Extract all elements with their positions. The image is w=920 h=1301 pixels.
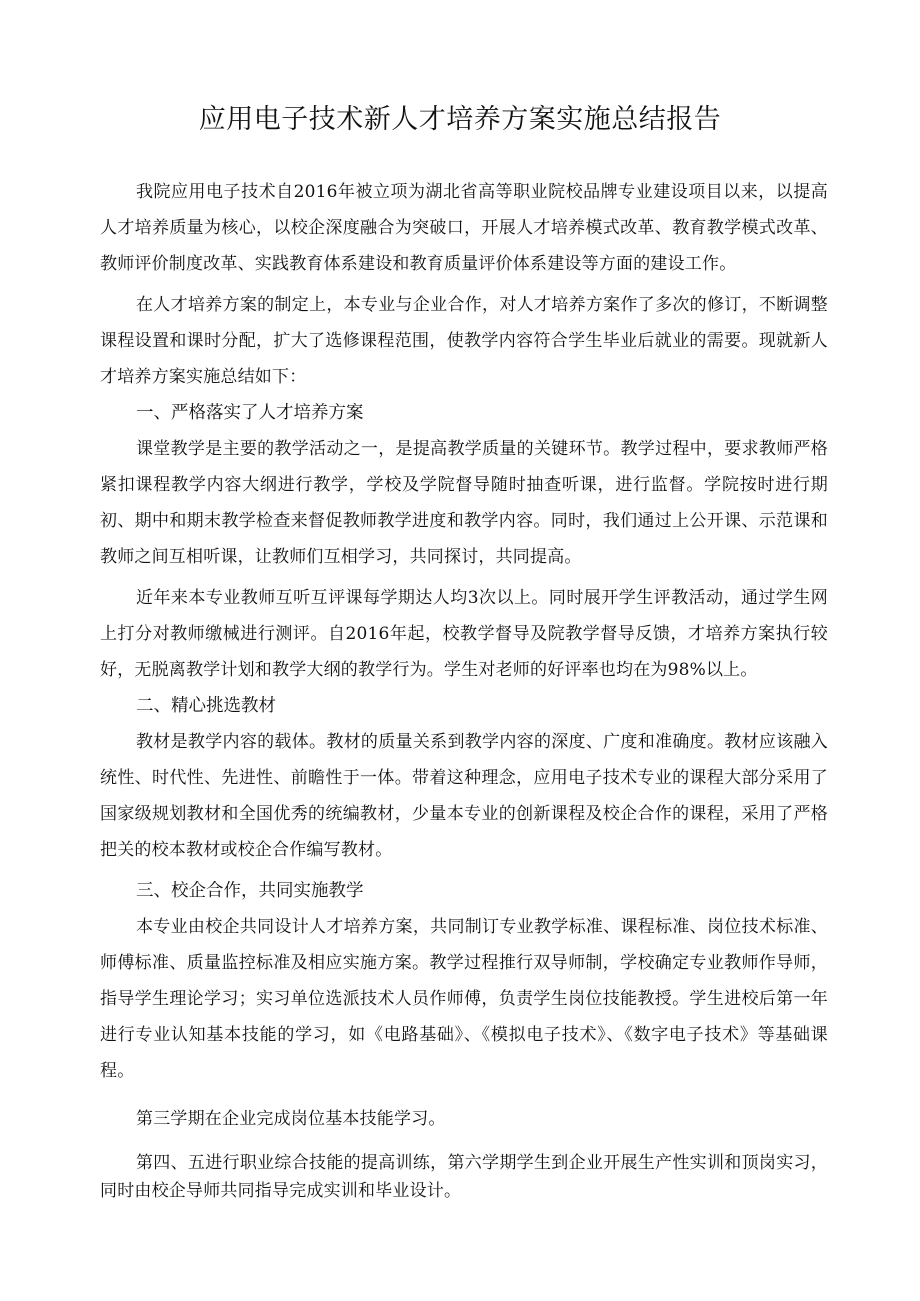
section-2-paragraph-1: 教材是教学内容的载体。教材的质量关系到教学内容的深度、广度和准确度。教材应该融入统性、时代性、先进性、前瞻性于一体。带着这种理念，应用电子技术专业的课程大部分采用了国家级规划教材和全国优秀的统编教材，少量本专业的创新课程及校企合作的课程，采用了严格把关的校本教材或校企合作编写教材。 (100, 732, 828, 860)
section-3-paragraph-2: 第三学期在企业完成岗位基本技能学习。 (136, 1109, 446, 1129)
intro-paragraph-2: 在人才培养方案的制定上，本专业与企业合作，对人才培养方案作了多次的修订，不断调整课程设置和课时分配，扩大了选修课程范围，使教学内容符合学生毕业后就业的需要。现就新人才培养方案实施总结如下： (100, 295, 828, 387)
section-2-heading: 二、精心挑选教材 (136, 696, 276, 716)
section-1-heading: 一、严格落实了人才培养方案 (136, 403, 364, 423)
section-1-paragraph-1: 课堂教学是主要的教学活动之一，是提高教学质量的关键环节。教学过程中，要求教师严格紧扣课程教学内容大纲进行教学，学校及学院督导随时抽查听课，进行监督。学院按时进行期初、期中和期末教学检查来督促教师教学进度和教学内容。同时，我们通过上公开课、示范课和教师之间互相听课，让教师们互相学习，共同探讨，共同提高。 (100, 439, 828, 567)
section-3-paragraph-3: 第四、五进行职业综合技能的提高训练，第六学期学生到企业开展生产性实训和顶岗实习，同时由校企导师共同指导完成实训和毕业设计。 (100, 1153, 828, 1201)
intro-paragraph-1: 我院应用电子技术自2016年被立项为湖北省高等职业院校品牌专业建设项目以来，以提高人才培养质量为核心，以校企深度融合为突破口，开展人才培养模式改革、教育教学模式改革、教师评价制度改革、实践教育体系建设和教育质量评价体系建设等方面的建设工作。 (100, 182, 828, 274)
section-1-paragraph-2: 近年来本专业教师互听互评课每学期达人均3次以上。同时展开学生评教活动，通过学生网上打分对教师缴械进行测评。自2016年起，校教学督导及院教学督导反馈，才培养方案执行较好，无脱离教学计划和教学大纲的教学行为。学生对老师的好评率也均在为98%以上。 (100, 588, 828, 680)
section-3-heading: 三、校企合作，共同实施教学 (136, 881, 364, 901)
section-3-paragraph-1: 本专业由校企共同设计人才培养方案，共同制订专业教学标准、课程标准、岗位技术标准、师傅标准、质量监控标准及相应实施方案。教学过程推行双导师制，学校确定专业教师作导师，指导学生理论学习；实习单位选派技术人员作师傅，负责学生岗位技能教授。学生进校后第一年进行专业认知基本技能的学习，如《电路基础》、《模拟电子技术》、《数字电子技术》等基础课程。 (100, 917, 828, 1081)
document-body (100, 174, 828, 1205)
document-title: 应用电子技术新人才培养方案实施总结报告 (198, 104, 722, 135)
